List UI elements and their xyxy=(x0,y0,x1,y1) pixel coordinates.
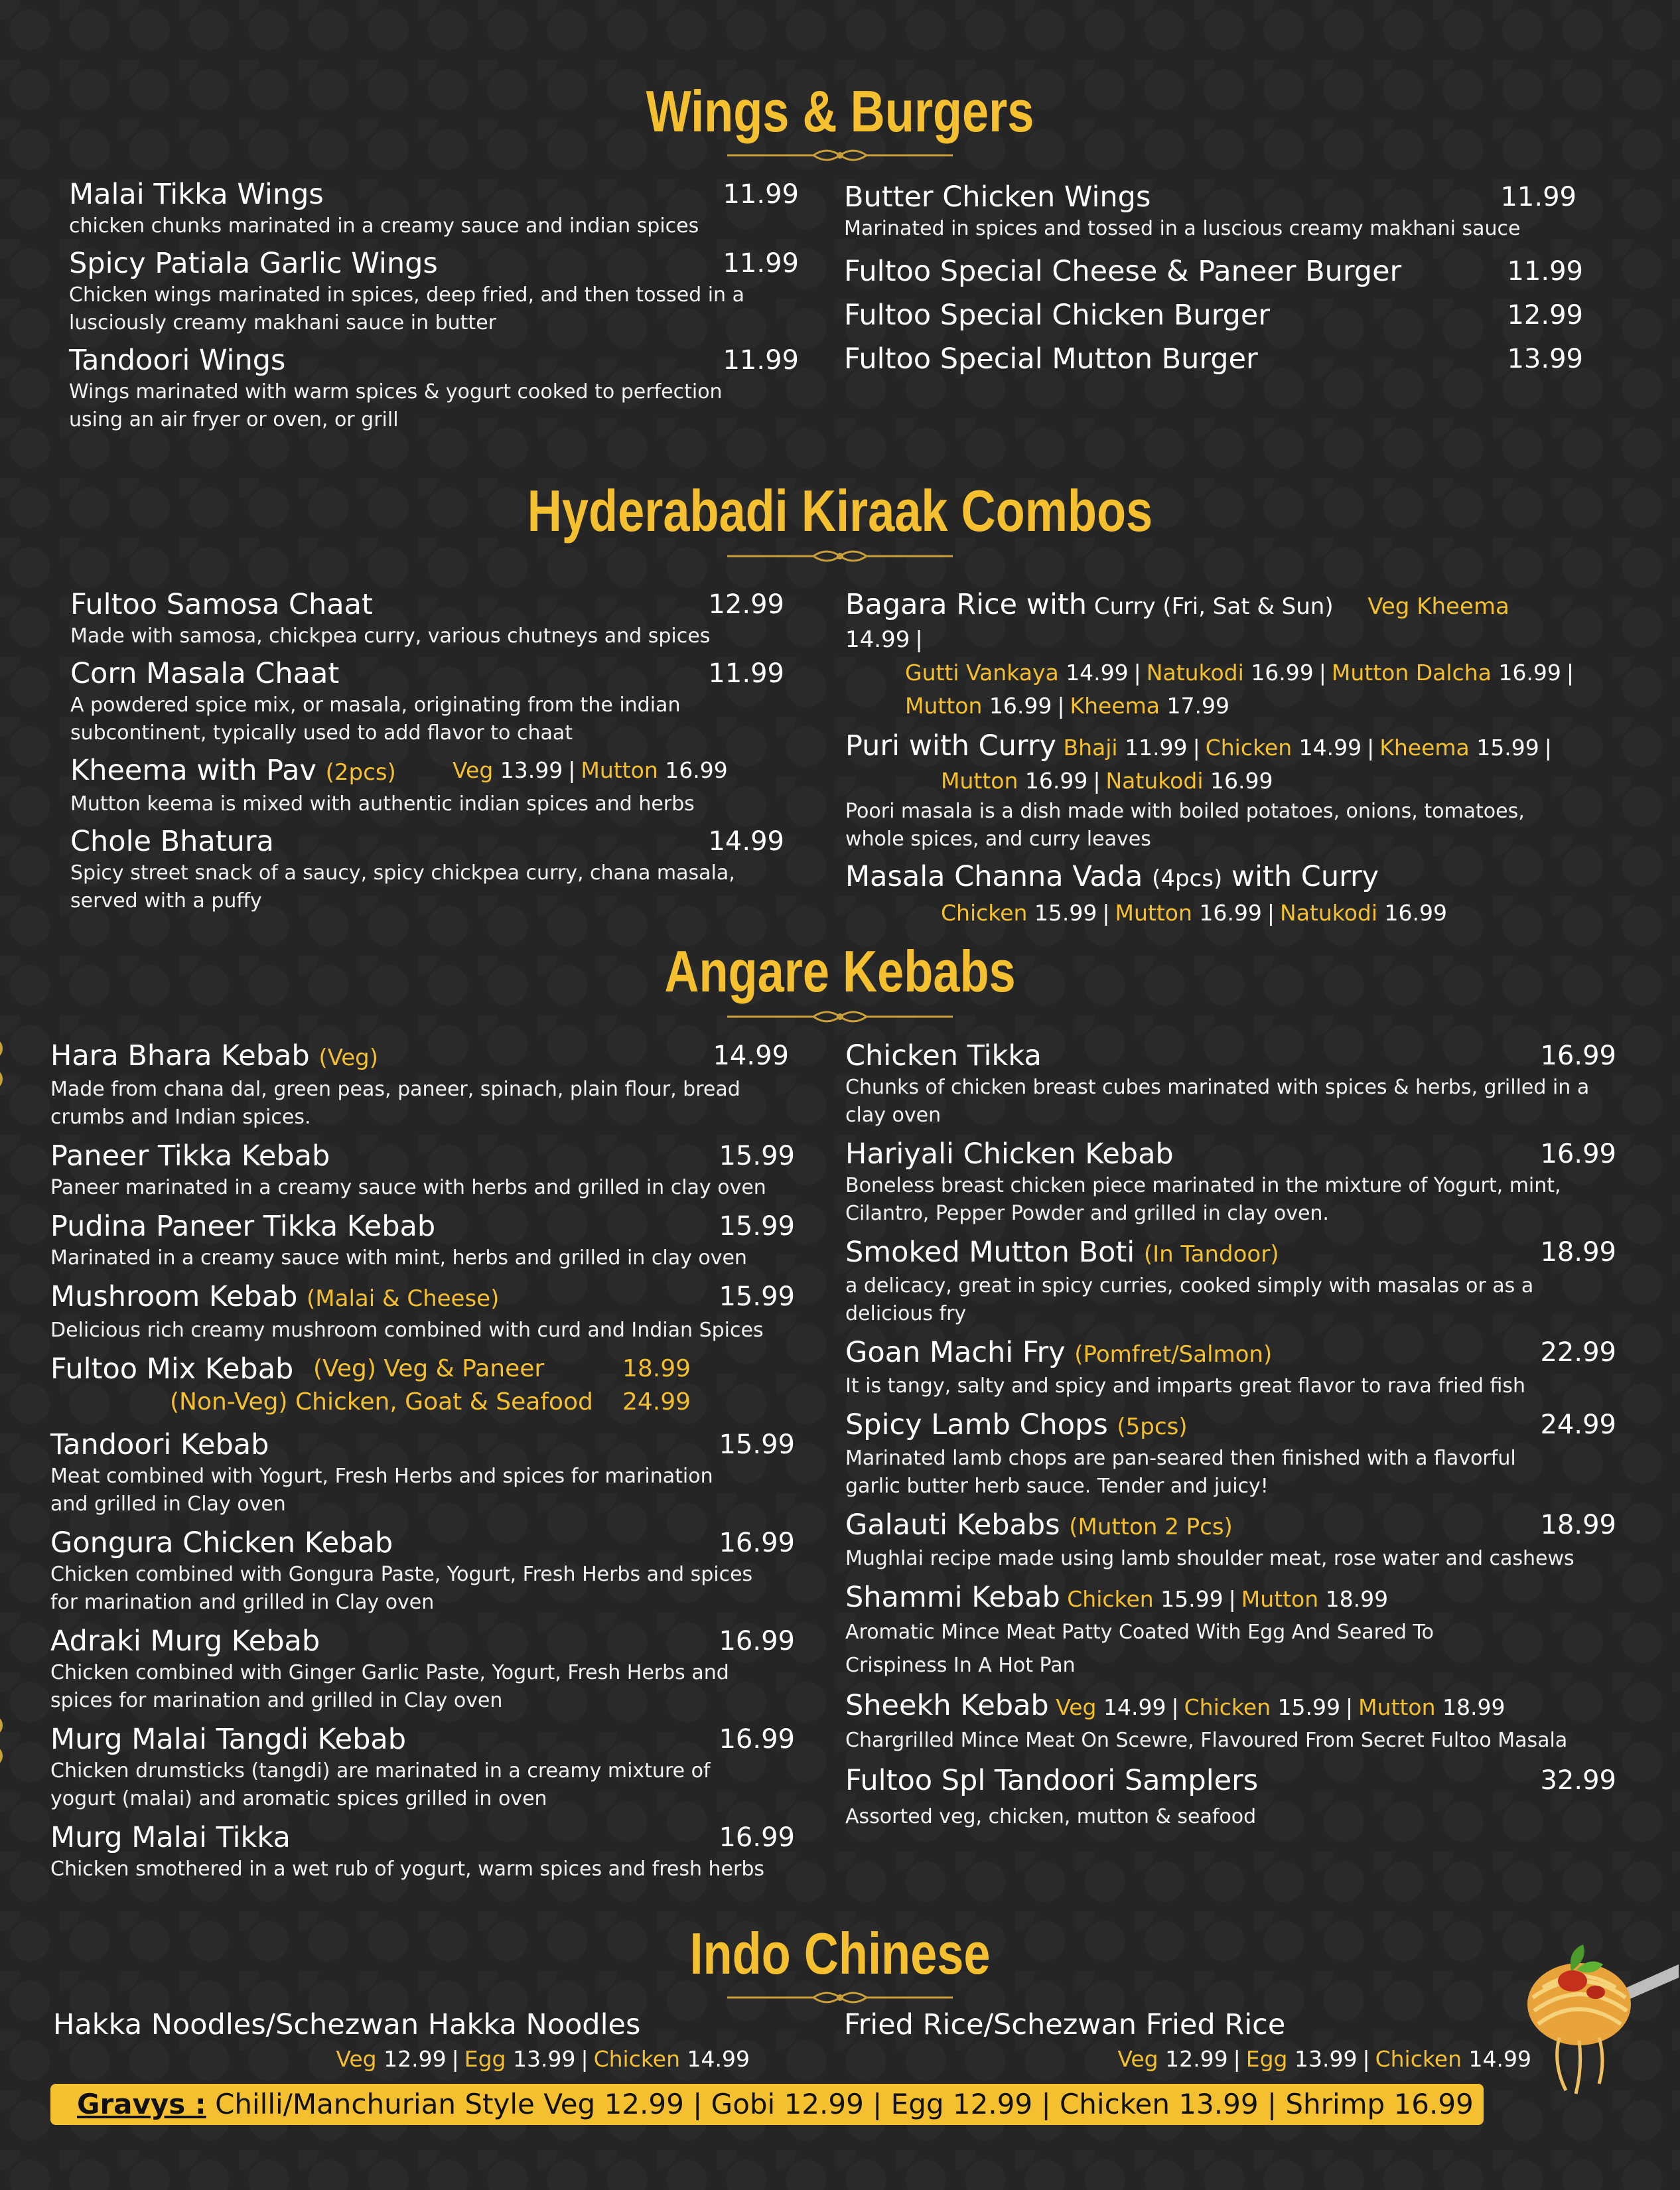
divider-ornament-icon xyxy=(727,1990,953,2006)
variant-price: 14.99 xyxy=(845,626,910,653)
variant-label: Veg xyxy=(336,2046,377,2072)
item-price: 16.99 xyxy=(719,1626,795,1656)
menu-item xyxy=(50,1208,795,1272)
variant-label: Kheema xyxy=(1070,693,1160,719)
variant-price: 18.99 xyxy=(1442,1694,1505,1720)
item-desc: Assorted veg, chicken, mutton & seafood xyxy=(845,1805,1257,1828)
item-price: 14.99 xyxy=(708,826,784,857)
menu-item xyxy=(70,824,784,915)
item-price: 12.99 xyxy=(1507,300,1583,330)
variant-price: 16.99 xyxy=(1210,768,1273,794)
gravy-text: Chilli/Manchurian Style Veg 12.99 | Gobi 12.99 | Egg 12.99 | Chicken 13.99 | Shrimp 16.99 xyxy=(215,2088,1474,2120)
item-name xyxy=(50,1279,790,1317)
item-desc: Chargrilled Mince Meat On Scewre, Flavoured From Secret Fultoo Masala xyxy=(845,1729,1568,1752)
variant-label: Mutton xyxy=(941,768,1018,794)
menu-item xyxy=(845,1038,1616,1130)
item-desc: Mughlai recipe made using lamb shoulder meat, rose water and cashews xyxy=(845,1547,1575,1570)
menu-item xyxy=(50,1623,795,1715)
variant-price: 12.99 xyxy=(1165,2046,1228,2072)
variant-price: 12.99 xyxy=(384,2046,447,2072)
item-tag: (Mutton 2 Pcs) xyxy=(1069,1514,1233,1540)
variant-label: Chicken xyxy=(1205,735,1293,761)
item-tag: (In Tandoor) xyxy=(1143,1241,1279,1268)
variant-label: Egg xyxy=(464,2046,506,2072)
variant-label: Natukodi xyxy=(1280,900,1378,926)
item-desc: Aromatic Mince Meat Patty Coated With Egg And Seared To Crispiness In A Hot Pan xyxy=(845,1621,1434,1677)
menu-item xyxy=(844,254,1583,289)
variant-price: 14.99 xyxy=(687,2046,750,2072)
variant-label: Natukodi xyxy=(1105,768,1204,794)
item-name: Tandoori Kebab xyxy=(50,1428,269,1461)
item-desc: Made with samosa, chickpea curry, various chutneys and spices xyxy=(70,624,711,648)
menu-item xyxy=(50,1138,795,1202)
item-name-text: Goan Machi Fry xyxy=(845,1336,1066,1369)
item-name: Pudina Paneer Tikka Kebab xyxy=(50,1210,436,1243)
item-desc: Wings marinated with warm spices & yogurt cooked to perfection using an air fryer or oven, or grill xyxy=(69,380,723,431)
menu-item xyxy=(50,1279,795,1345)
item-price: 32.99 xyxy=(1540,1765,1616,1796)
item-name xyxy=(845,1234,1616,1272)
item-price: 16.99 xyxy=(1540,1041,1616,1071)
menu-item xyxy=(844,341,1583,377)
item-price: 15.99 xyxy=(719,1141,795,1171)
item-name: Fultoo Spl Tandoori Samplers xyxy=(845,1764,1259,1797)
item-price: 13.99 xyxy=(1507,344,1583,374)
variant-label: Veg xyxy=(1056,1694,1097,1720)
item-name: Fultoo Mix Kebab xyxy=(50,1352,294,1386)
item-name: Paneer Tikka Kebab xyxy=(50,1139,330,1173)
item-desc: Meat combined with Yogurt, Fresh Herbs and spices for marination and grilled in Clay oven xyxy=(50,1465,713,1516)
variant-price: 16.99 xyxy=(989,693,1052,719)
item-variants: Gutti Vankaya 14.99 | Natukodi 16.99 | Mutton Dalcha 16.99 | xyxy=(905,660,1574,686)
variant-price: 11.99 xyxy=(1125,735,1188,761)
variant-label: Mutton Dalcha xyxy=(1331,660,1492,686)
variant-label: Mutton xyxy=(905,693,983,719)
item-tag: (5pcs) xyxy=(1117,1414,1188,1440)
item-variants: Veg 12.99 | Egg 13.99 | Chicken 14.99 xyxy=(336,2046,750,2072)
item-variants: Veg 12.99 | Egg 13.99 | Chicken 14.99 xyxy=(1117,2046,1531,2072)
variant-label: Mutton xyxy=(1241,1586,1319,1612)
ring-ornament-icon xyxy=(0,1712,12,1772)
item-variants: Mutton 16.99 | Natukodi 16.99 xyxy=(941,768,1273,794)
item-name: Fultoo Samosa Chaat xyxy=(70,588,373,621)
item-price: 14.99 xyxy=(713,1041,789,1071)
item-desc: Marinated lamb chops are pan-seared then finished with a flavorful garlic butter herb sauce. Tender and juicy! xyxy=(845,1447,1516,1498)
menu-item xyxy=(844,179,1576,243)
variant-label: Natukodi xyxy=(1146,660,1244,686)
item-name-text: Masala Channa Vada xyxy=(845,860,1143,893)
item-price: 18.99 xyxy=(1540,1510,1616,1540)
item-price: 11.99 xyxy=(723,248,799,279)
variant-price: 13.99 xyxy=(500,757,563,783)
item-name: Chole Bhatura xyxy=(70,825,274,858)
section-title-kebabs: Angare Kebabs xyxy=(664,938,1016,1004)
item-desc: Chicken combined with Gongura Paste, Yogurt, Fresh Herbs and spices for marination and grilled in Clay oven xyxy=(50,1563,753,1614)
item-desc: Boneless breast chicken piece marinated in the mixture of Yogurt, mint, Cilantro, Pepper Powder and grilled in clay oven. xyxy=(845,1174,1561,1225)
item-price: 11.99 xyxy=(1507,256,1583,287)
variant-price: 14.99 xyxy=(1103,1694,1166,1720)
combos-right-column xyxy=(845,587,1595,930)
item-name: Sheekh Kebab xyxy=(845,1689,1049,1722)
menu-item xyxy=(845,1507,1616,1573)
item-tag: (Veg) xyxy=(318,1045,378,1071)
divider-ornament-icon xyxy=(727,147,953,163)
item-price: 15.99 xyxy=(719,1211,795,1242)
mix-veg-price xyxy=(622,1352,691,1386)
variant-label: Chicken xyxy=(1184,1694,1271,1720)
combos-left-column xyxy=(70,587,784,915)
menu-item-sampler xyxy=(845,1763,1616,1836)
item-variants: Mutton 16.99 | Kheema 17.99 xyxy=(905,693,1229,719)
item-desc: chicken chunks marinated in a creamy sauce and indian spices xyxy=(69,214,699,238)
variant-price: 13.99 xyxy=(512,2046,576,2072)
item-variants: Veg 13.99 | Mutton 16.99 xyxy=(453,757,728,783)
item-name xyxy=(845,859,1595,897)
item-desc: Marinated in spices and tossed in a luscious creamy makhani sauce xyxy=(844,217,1521,240)
item-name-text: Hara Bhara Kebab xyxy=(50,1039,310,1072)
item-price: 12.99 xyxy=(708,589,784,620)
variant-label: Veg xyxy=(453,757,494,783)
variant-label: Mutton xyxy=(1115,900,1192,926)
item-sub: (4pcs) xyxy=(1152,865,1223,892)
variant-price: 15.99 xyxy=(1160,1586,1224,1612)
item-name: Hakka Noodles/Schezwan Hakka Noodles xyxy=(53,2008,641,2041)
noodles-item xyxy=(53,2007,750,2076)
item-name: Gongura Chicken Kebab xyxy=(50,1526,393,1560)
item-price: 15.99 xyxy=(719,1281,795,1312)
item-price: 18.99 xyxy=(1540,1237,1616,1268)
variant-label: Kheema xyxy=(1379,735,1470,761)
variant-label: (Non-Veg) Chicken, Goat & Seafood xyxy=(170,1388,593,1416)
kebabs-left-column xyxy=(50,1038,795,1883)
item-name: Hariyali Chicken Kebab xyxy=(845,1137,1174,1171)
item-name: Fultoo Special Cheese & Paneer Burger xyxy=(844,255,1402,288)
variant-price: 14.99 xyxy=(1066,660,1129,686)
variant-label: Chicken xyxy=(1067,1586,1154,1612)
menu-item xyxy=(50,1721,795,1813)
item-name: Malai Tikka Wings xyxy=(69,178,324,211)
item-name: Murg Malai Tangdi Kebab xyxy=(50,1723,407,1756)
item-desc: It is tangy, salty and spicy and imparts great flavor to rava fried fish xyxy=(845,1374,1526,1398)
item-price: 24.99 xyxy=(1540,1410,1616,1440)
variant-label: Mutton xyxy=(1358,1694,1436,1720)
variant-label: Veg xyxy=(1117,2046,1158,2072)
item-price: 16.99 xyxy=(719,1822,795,1853)
variant-price: 18.99 xyxy=(622,1355,691,1382)
item-name: Butter Chicken Wings xyxy=(844,181,1151,214)
mix-nonveg xyxy=(170,1386,593,1419)
item-price: 11.99 xyxy=(723,179,799,210)
item-desc: Chicken smothered in a wet rub of yogurt, warm spices and fresh herbs xyxy=(50,1858,765,1881)
variant-label: Chicken xyxy=(1375,2046,1462,2072)
variant-price: 14.99 xyxy=(1298,735,1362,761)
item-desc: Made from chana dal, green peas, paneer, spinach, plain flour, bread crumbs and Indian spices. xyxy=(50,1078,740,1129)
item-name: Fultoo Special Mutton Burger xyxy=(844,342,1258,376)
item-price: 16.99 xyxy=(719,1724,795,1755)
item-name: Adraki Murg Kebab xyxy=(50,1625,320,1658)
divider-ornament-icon xyxy=(727,548,953,564)
menu-item xyxy=(70,587,784,650)
menu-item xyxy=(50,1038,790,1132)
variant-label: Egg xyxy=(1245,2046,1288,2072)
item-name xyxy=(845,1507,1616,1545)
menu-item-puri xyxy=(845,728,1595,853)
variant-price: 16.99 xyxy=(1251,660,1314,686)
menu-item-sheekh xyxy=(845,1688,1616,1757)
variant-price: 16.99 xyxy=(665,757,728,783)
item-desc: Paneer marinated in a creamy sauce with herbs and grilled in clay oven xyxy=(50,1176,766,1199)
variant-price: 24.99 xyxy=(622,1388,691,1416)
mix-nonveg-price xyxy=(622,1386,691,1419)
item-name-text: Galauti Kebabs xyxy=(845,1508,1060,1542)
section-title-chinese: Indo Chinese xyxy=(689,1921,991,1986)
item-variants: Sheekh Kebab Veg 14.99 | Chicken 15.99 | Mutton 18.99 xyxy=(845,1689,1505,1722)
item-tag: (Pomfret/Salmon) xyxy=(1074,1341,1273,1368)
item-price: 22.99 xyxy=(1540,1337,1616,1368)
item-desc: Chicken combined with Ginger Garlic Paste, Yogurt, Fresh Herbs and spices for marination and grilled in Clay oven xyxy=(50,1661,729,1712)
item-desc: Marinated in a creamy sauce with mint, herbs and grilled in clay oven xyxy=(50,1246,747,1270)
item-desc: Chunks of chicken breast cubes marinated with spices & herbs, grilled in a clay oven xyxy=(845,1076,1590,1127)
item-name: Chicken Tikka xyxy=(845,1039,1042,1072)
item-price: 11.99 xyxy=(1500,182,1576,212)
variant-price: 18.99 xyxy=(1325,1586,1389,1612)
variant-price: 14.99 xyxy=(1468,2046,1531,2072)
item-price: 11.99 xyxy=(723,345,799,376)
menu-item xyxy=(845,1136,1616,1228)
variant-label: Veg Kheema xyxy=(1367,593,1509,620)
item-name-text: Kheema with Pav xyxy=(70,754,316,787)
item-name: Corn Masala Chaat xyxy=(70,657,340,690)
item-variants: Chicken 15.99 | Mutton 16.99 | Natukodi 16.99 xyxy=(941,900,1448,926)
gravy-bar xyxy=(50,2084,1484,2125)
variant-price: 15.99 xyxy=(1277,1694,1341,1720)
item-tag: (Malai & Cheese) xyxy=(307,1285,500,1312)
item-desc: Delicious rich creamy mushroom combined with curd and Indian Spices xyxy=(50,1319,764,1342)
menu-item-vada xyxy=(845,859,1595,930)
variant-label: Bhaji xyxy=(1063,735,1118,761)
variant-price: 16.99 xyxy=(1199,900,1262,926)
menu-item xyxy=(69,177,799,240)
item-name: Puri with Curry xyxy=(845,729,1056,763)
item-name-text: with Curry xyxy=(1231,860,1379,893)
menu-item-shammi xyxy=(845,1579,1616,1682)
mix-veg xyxy=(313,1352,544,1386)
item-variants: Bagara Rice with Curry (Fri, Sat & Sun) Veg Kheema 14.99 | xyxy=(845,588,1509,653)
item-desc: A powdered spice mix, or masala, originating from the indian subcontinent, typically used to add flavor to chaat xyxy=(70,694,681,745)
item-desc: Spicy street snack of a saucy, spicy chickpea curry, chana masala, served with a puffy xyxy=(70,861,735,913)
menu-item xyxy=(50,1427,795,1518)
menu-item xyxy=(844,297,1583,333)
menu-item xyxy=(69,246,799,337)
item-sub: Curry (Fri, Sat & Sun) xyxy=(1093,593,1334,620)
menu-item xyxy=(50,1820,795,1883)
item-price: 15.99 xyxy=(719,1429,795,1460)
variant-price: 17.99 xyxy=(1166,693,1229,719)
item-name: Tandoori Wings xyxy=(69,344,286,377)
variant-label: Mutton xyxy=(581,757,658,783)
item-price: 16.99 xyxy=(1540,1139,1616,1169)
variant-label: Chicken xyxy=(941,900,1028,926)
variant-price: 15.99 xyxy=(1034,900,1097,926)
menu-item xyxy=(69,342,799,434)
menu-item-bagara xyxy=(845,587,1595,723)
item-price: 16.99 xyxy=(719,1528,795,1558)
variant-price: 13.99 xyxy=(1294,2046,1358,2072)
item-name-text: Smoked Mutton Boti xyxy=(845,1236,1135,1269)
item-name xyxy=(845,1335,1616,1372)
wings-left-column xyxy=(69,177,799,434)
item-price: 11.99 xyxy=(708,658,784,689)
item-name: Murg Malai Tikka xyxy=(50,1821,291,1854)
spaghetti-fork-icon xyxy=(1519,1918,1679,2097)
item-name-text: Mushroom Kebab xyxy=(50,1280,298,1313)
variant-label: Chicken xyxy=(593,2046,681,2072)
variant-price: 16.99 xyxy=(1498,660,1561,686)
item-name xyxy=(845,1407,1616,1445)
item-desc: Chicken drumsticks (tangdi) are marinated in a creamy mixture of yogurt (malai) and aromatic spices grilled in oven xyxy=(50,1759,711,1810)
kebabs-right-column xyxy=(845,1038,1616,1836)
wings-right-column xyxy=(844,179,1583,377)
item-desc: Mutton keema is mixed with authentic indian spices and herbs xyxy=(70,792,695,816)
variant-label: (Veg) Veg & Paneer xyxy=(313,1355,545,1382)
menu-item xyxy=(70,753,784,818)
item-name: Fried Rice/Schezwan Fried Rice xyxy=(844,2008,1286,2041)
item-name xyxy=(50,1038,790,1076)
item-variants: Shammi Kebab Chicken 15.99 | Mutton 18.99 xyxy=(845,1581,1389,1614)
variant-price: 15.99 xyxy=(1476,735,1539,761)
item-desc: a delicacy, great in spicy curries, cooked simply with masalas or as a delicious fry xyxy=(845,1274,1534,1325)
menu-item xyxy=(845,1407,1616,1500)
menu-item xyxy=(845,1234,1616,1328)
item-name-text: Spicy Lamb Chops xyxy=(845,1408,1108,1441)
item-desc: Poori masala is a dish made with boiled potatoes, onions, tomatoes, whole spices, and curry leaves xyxy=(845,800,1525,851)
item-desc: Chicken wings marinated in spices, deep fried, and then tossed in a lusciously creamy makhani sauce in butter xyxy=(69,283,744,334)
ring-ornament-icon xyxy=(0,1035,12,1095)
item-name: Shammi Kebab xyxy=(845,1581,1060,1614)
menu-item xyxy=(845,1335,1616,1400)
item-name: Bagara Rice with xyxy=(845,588,1087,621)
menu-item-mix xyxy=(50,1351,790,1420)
item-name: Fultoo Special Chicken Burger xyxy=(844,299,1271,332)
variant-price: 16.99 xyxy=(1024,768,1088,794)
item-variants: Puri with Curry Bhaji 11.99 | Chicken 14.99 | Kheema 15.99 | xyxy=(845,729,1552,763)
item-name: Spicy Patiala Garlic Wings xyxy=(69,247,438,280)
fried-rice-item xyxy=(844,2007,1531,2076)
variant-price: 16.99 xyxy=(1384,900,1448,926)
menu-item xyxy=(70,656,784,747)
gravy-label: Gravys : xyxy=(77,2088,206,2120)
item-tag: (2pcs) xyxy=(325,759,396,786)
menu-item xyxy=(50,1525,795,1617)
section-title-combos: Hyderabadi Kiraak Combos xyxy=(527,478,1153,544)
divider-ornament-icon xyxy=(727,1009,953,1025)
section-title-wings: Wings & Burgers xyxy=(646,78,1034,144)
variant-label: Gutti Vankaya xyxy=(905,660,1059,686)
